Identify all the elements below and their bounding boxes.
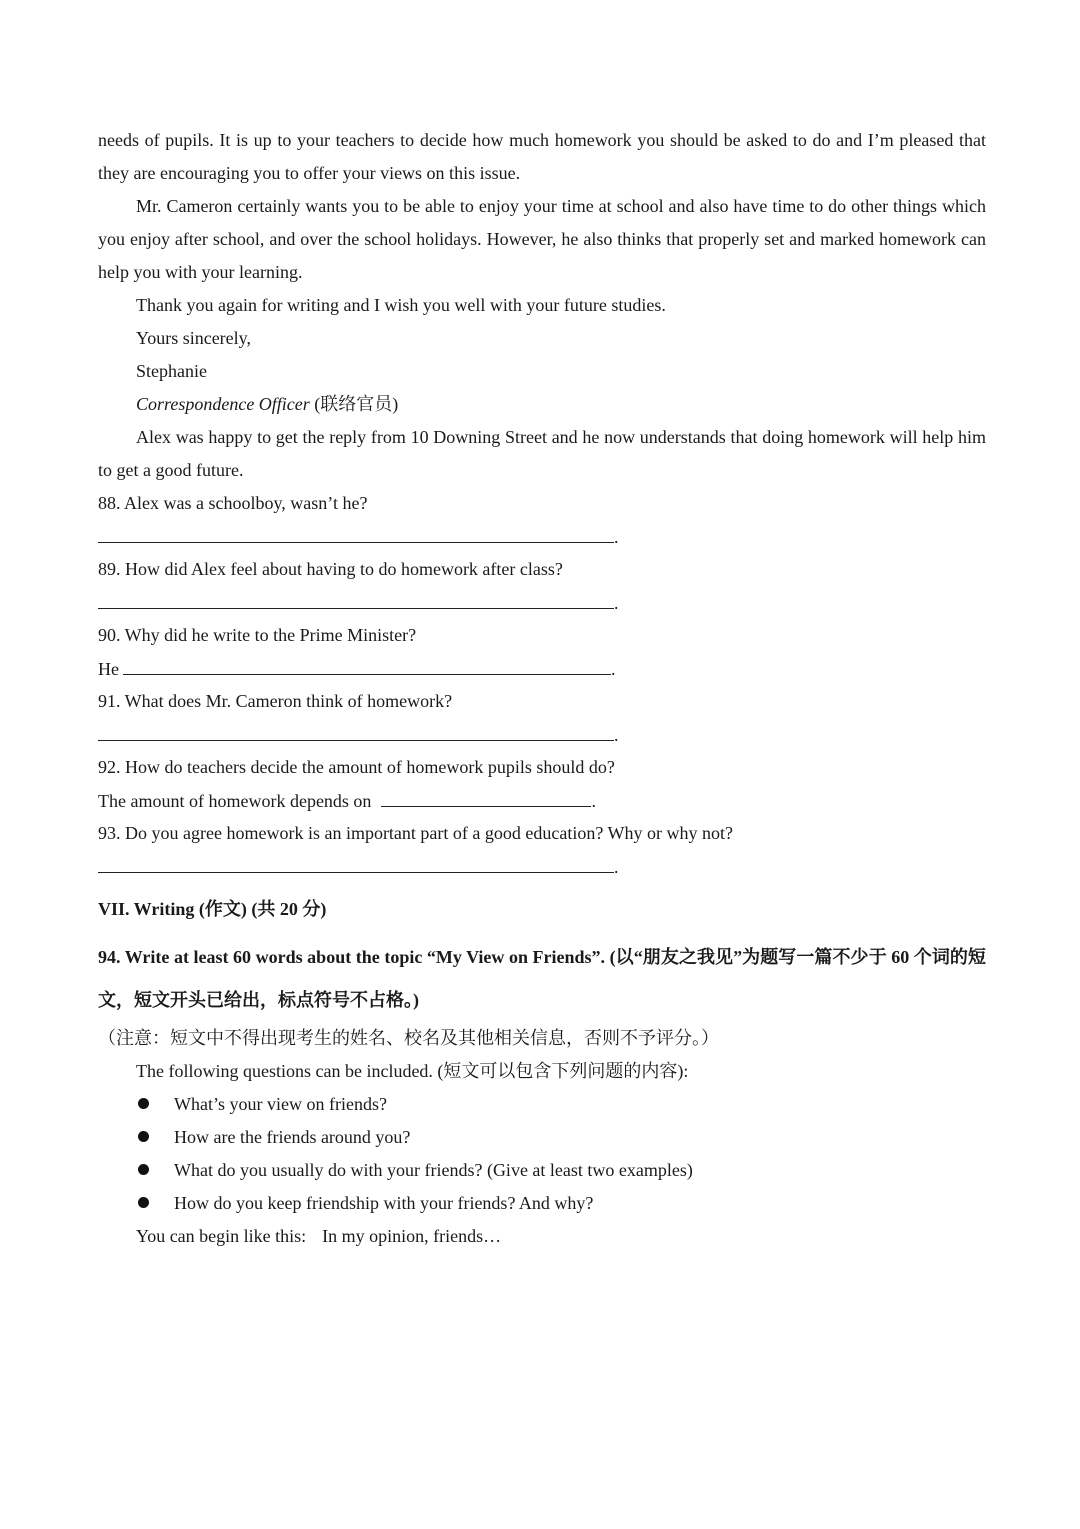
- signer-title-cn: (联络官员): [314, 394, 399, 414]
- answer-period: .: [614, 857, 619, 877]
- letter-closing: Yours sincerely,: [136, 328, 251, 348]
- answer-period: .: [614, 527, 619, 547]
- begin-label: You can begin like this:: [136, 1226, 307, 1246]
- answer-line-92: [98, 784, 986, 817]
- answer-period: .: [611, 659, 616, 679]
- writing-intro: The following questions can be included. (短文可以包含下列问题的内容):: [136, 1061, 689, 1081]
- answer-prefix: The amount of homework depends on: [98, 791, 372, 811]
- list-item-text: What do you usually do with your friends? (Give at least two examples): [174, 1160, 693, 1180]
- question-89: 89. How did Alex feel about having to do homework after class?: [98, 559, 563, 579]
- answer-line-90: [98, 652, 986, 685]
- begin-line: [98, 1220, 986, 1253]
- story-paragraph: Alex was happy to get the reply from 10 Downing Street and he now understands that doing homework will help him to get a good future.: [98, 427, 986, 480]
- answer-period: .: [591, 791, 596, 811]
- list-item-text: How do you keep friendship with your friends? And why?: [174, 1193, 594, 1213]
- writing-task: 94. Write at least 60 words about the topic “My View on Friends”. (以“朋友之我见”为题写一篇不少于 60 个词的短文，短文开头已给出，标点符号不占格。): [98, 947, 986, 1010]
- question-90: 90. Why did he write to the Prime Minister?: [98, 625, 417, 645]
- letter-paragraph: Mr. Cameron certainly wants you to be able to enjoy your time at school and also have time to do other things which you enjoy after school, and over the school holidays. However, he also thinks that properly set and marked homework can help you with your learning.: [98, 196, 986, 282]
- section-heading: VII. Writing (作文) (共 20 分): [98, 899, 327, 919]
- answer-blank[interactable]: [98, 586, 614, 609]
- answer-prefix: He: [98, 659, 119, 679]
- answer-blank[interactable]: [98, 520, 614, 543]
- answer-period: .: [614, 593, 619, 613]
- letter-signer-title: [98, 388, 986, 421]
- answer-line-88: [98, 520, 986, 553]
- letter-signature: Stephanie: [136, 361, 207, 381]
- bullet-icon: [138, 1131, 149, 1142]
- list-item: [136, 1088, 986, 1121]
- signer-title-en: Correspondence Officer: [136, 394, 310, 414]
- question-92: 92. How do teachers decide the amount of homework pupils should do?: [98, 757, 615, 777]
- list-item-text: What’s your view on friends?: [174, 1094, 387, 1114]
- question-93: 93. Do you agree homework is an important part of a good education? Why or why not?: [98, 823, 734, 843]
- question-list: [98, 1088, 986, 1220]
- list-item: [136, 1187, 986, 1220]
- writing-note: （注意：短文中不得出现考生的姓名、校名及其他相关信息，否则不予评分。）: [98, 1028, 719, 1048]
- answer-period: .: [614, 725, 619, 745]
- answer-blank[interactable]: [98, 718, 614, 741]
- answer-line-89: [98, 586, 986, 619]
- bullet-icon: [138, 1164, 149, 1175]
- list-item: [136, 1121, 986, 1154]
- answer-line-91: [98, 718, 986, 751]
- page-content: [98, 124, 986, 1253]
- bullet-icon: [138, 1197, 149, 1208]
- question-88: 88. Alex was a schoolboy, wasn’t he?: [98, 493, 368, 513]
- list-item: [136, 1154, 986, 1187]
- answer-line-93: [98, 850, 986, 883]
- answer-blank[interactable]: [381, 784, 591, 807]
- list-item-text: How are the friends around you?: [174, 1127, 411, 1147]
- letter-paragraph: needs of pupils. It is up to your teachers to decide how much homework you should be asked to do and I’m pleased that they are encouraging you to offer your views on this issue.: [98, 130, 986, 183]
- letter-thanks: Thank you again for writing and I wish you well with your future studies.: [136, 295, 666, 315]
- bullet-icon: [138, 1098, 149, 1109]
- answer-blank[interactable]: [123, 652, 611, 675]
- begin-text: In my opinion, friends…: [322, 1226, 502, 1246]
- question-91: 91. What does Mr. Cameron think of homework?: [98, 691, 453, 711]
- answer-blank[interactable]: [98, 850, 614, 873]
